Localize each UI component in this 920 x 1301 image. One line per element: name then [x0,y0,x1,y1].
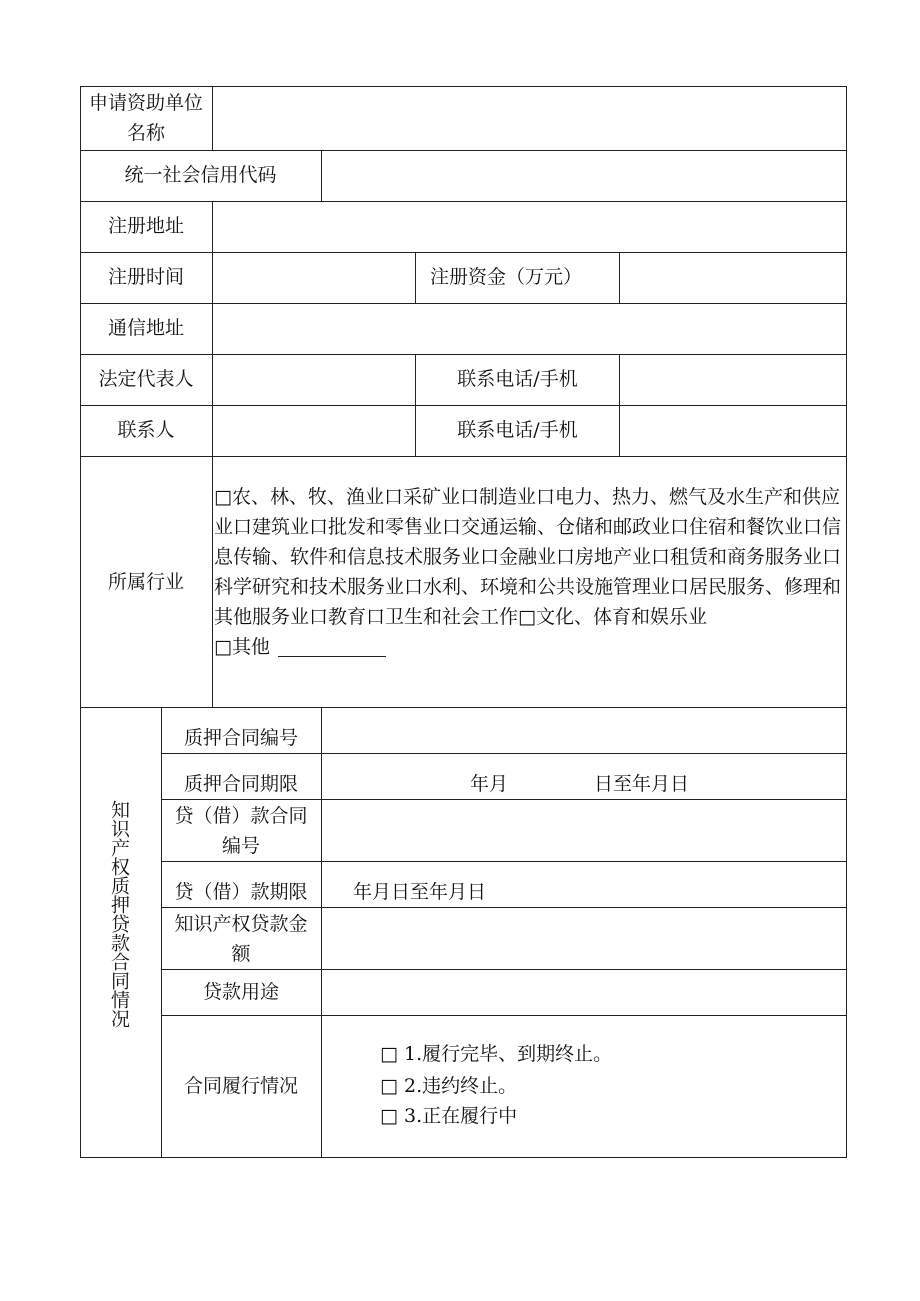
table-border-right [846,86,847,1158]
loan-use-label: 贷款用途 [202,981,279,1003]
row-divider [80,456,847,457]
pledge-period-value[interactable]: 年月 [470,773,509,795]
phone-label: 联系电话/手机 [457,419,578,441]
mail-address-label: 通信地址 [107,317,184,339]
reg-address-field[interactable] [213,202,846,252]
reg-capital-label: 注册资金（万元） [430,266,583,288]
loan-no-label: 贷（借）款合同 [174,805,308,827]
loan-amount-label: 额 [231,943,251,965]
pledge-period-value[interactable]: 日至年月日 [594,773,690,795]
industry-other-checkbox[interactable]: □其他 [214,636,270,658]
industry-checkbox-list[interactable]: □农、林、牧、渔业口采矿业口制造业口电力、热力、燃气及水生产和供应业口建筑业口批发和零售业口交通运输、仓储和邮政业口住宿和餐饮业口信息传输、软件和信息技术服务业口金融业口房地产业口租赁和商务服务业口科学研究和技术服务业口水利、环境和公共设施管理业口居民服务、修理和其他服务业口教育口卫生和社会工作□文化、体育和娱乐业 [214,486,842,628]
mail-address-field[interactable] [213,304,846,354]
row-divider [161,753,847,754]
performance-option-completed[interactable]: □ 1.履行完毕、到期终止。 [380,1043,613,1065]
loan-period-value[interactable]: 年月日至年月日 [353,881,487,903]
industry-other-blank[interactable] [278,638,386,657]
loan-no-field[interactable] [322,800,846,861]
applicant-name-field[interactable] [213,87,846,150]
credit-code-field[interactable] [322,151,846,201]
contact-field[interactable] [213,406,415,456]
loan-period-label: 贷（借）款期限 [174,881,308,903]
pledge-no-label: 质押合同编号 [183,727,298,749]
loan-amount-field[interactable] [322,908,846,969]
applicant-name-label: 申请资助单位名称 [88,92,203,144]
contact-phone-field[interactable] [620,406,846,456]
performance-option-ongoing[interactable]: □ 3.正在履行中 [380,1105,518,1127]
phone-label: 联系电话/手机 [457,368,578,390]
reg-capital-field[interactable] [620,253,846,303]
loan-amount-label: 知识产权贷款金 [174,913,308,935]
table-border-left [80,86,81,1158]
loan-use-field[interactable] [322,970,846,1015]
table-border-bottom [80,1157,847,1158]
legal-rep-field[interactable] [213,355,415,405]
pledge-period-label: 质押合同期限 [183,773,298,795]
row-divider [161,1015,847,1016]
reg-time-field[interactable] [213,253,415,303]
reg-time-label: 注册时间 [107,266,184,288]
contact-label: 联系人 [117,419,175,441]
industry-options[interactable] [214,482,846,662]
legal-rep-phone-field[interactable] [620,355,846,405]
row-divider [161,861,847,862]
pledge-no-field[interactable] [322,708,846,753]
reg-address-label: 注册地址 [107,215,184,237]
contract-section-label: 知识产权质押贷款合同情况 [108,800,130,1028]
industry-label: 所属行业 [107,571,184,593]
performance-option-breached[interactable]: □ 2.违约终止。 [380,1075,518,1097]
credit-code-label: 统一社会信用代码 [124,164,277,186]
loan-no-label: 编号 [221,835,260,857]
legal-rep-label: 法定代表人 [98,368,194,390]
performance-label: 合同履行情况 [183,1075,298,1097]
col-divider [415,252,416,304]
